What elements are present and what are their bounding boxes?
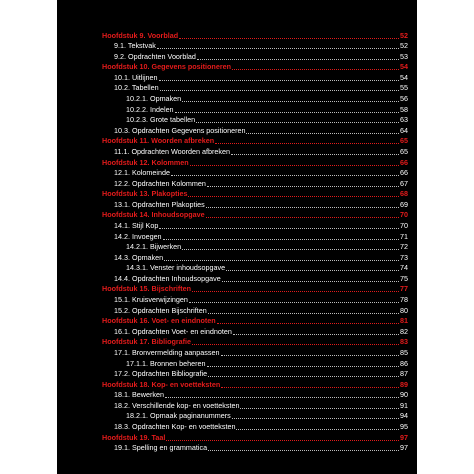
toc-entry-page-number: 67 — [400, 178, 408, 188]
toc-entry-page-number: 83 — [400, 337, 408, 347]
toc-chapter-entry[interactable] — [102, 432, 408, 443]
toc-entry-page-number: 70 — [400, 210, 408, 220]
toc-entry-label: 18.1. Bewerken — [114, 390, 164, 400]
toc-section-entry[interactable] — [102, 369, 408, 380]
toc-section-entry[interactable] — [102, 242, 408, 253]
toc-entry-page-number: 74 — [400, 263, 408, 273]
dot-leader — [160, 89, 399, 91]
toc-entry-page-number: 77 — [400, 284, 408, 294]
dot-leader — [163, 238, 399, 240]
toc-entry-label: 16.1. Opdrachten Voet- en eindnoten — [114, 326, 232, 336]
dot-leader — [232, 417, 399, 419]
dot-leader — [182, 248, 399, 250]
toc-entry-label: 10.2.2. Indelen — [126, 104, 174, 114]
dot-leader — [207, 185, 399, 187]
dot-leader — [182, 100, 399, 102]
dot-leader — [207, 365, 399, 367]
toc-entry-page-number: 71 — [400, 231, 408, 241]
toc-chapter-entry[interactable] — [102, 337, 408, 348]
toc-entry-page-number: 64 — [400, 125, 408, 135]
toc-chapter-entry[interactable] — [102, 136, 408, 147]
document-page — [57, 0, 417, 474]
dot-leader — [206, 216, 399, 218]
toc-chapter-entry[interactable] — [102, 284, 408, 295]
toc-entry-label: Hoofdstuk 16. Voet- en eindnoten — [102, 316, 216, 326]
toc-entry-label: 10.2.3. Grote tabellen — [126, 115, 196, 125]
toc-entry-page-number: 80 — [400, 305, 408, 315]
toc-entry-page-number: 87 — [400, 369, 408, 379]
toc-entry-page-number: 54 — [400, 72, 408, 82]
dot-leader — [246, 132, 399, 134]
dot-leader — [222, 280, 399, 282]
toc-entry-page-number: 63 — [400, 115, 408, 125]
toc-entry-label: 14.4. Opdrachten Inhoudsopgave — [114, 273, 221, 283]
toc-section-entry[interactable] — [102, 358, 408, 369]
toc-entry-page-number: 94 — [400, 411, 408, 421]
dot-leader — [240, 407, 399, 409]
toc-entry-page-number: 78 — [400, 295, 408, 305]
dot-leader — [232, 68, 399, 70]
toc-section-entry[interactable] — [102, 252, 408, 263]
toc-entry-label: 12.2. Opdrachten Kolommen — [114, 178, 206, 188]
dot-leader — [192, 343, 399, 345]
toc-section-entry[interactable] — [102, 199, 408, 210]
toc-entry-label: 9.2. Opdrachten Voorblad — [114, 51, 196, 61]
toc-entry-page-number: 95 — [400, 421, 408, 431]
toc-entry-page-number: 66 — [400, 157, 408, 167]
dot-leader — [217, 322, 399, 324]
toc-section-entry[interactable] — [102, 125, 408, 136]
toc-entry-label: 18.2. Verschillende kop- en voetteksten — [114, 400, 240, 410]
toc-entry-label: 10.3. Opdrachten Gegevens positioneren — [114, 125, 246, 135]
toc-entry-page-number: 53 — [400, 51, 408, 61]
toc-section-entry[interactable] — [102, 443, 408, 454]
toc-entry-page-number: 70 — [400, 220, 408, 230]
toc-entry-page-number: 81 — [400, 316, 408, 326]
toc-section-entry[interactable] — [102, 220, 408, 231]
toc-entry-label: 17.1.1. Bronnen beheren — [126, 358, 206, 368]
toc-section-entry[interactable] — [102, 294, 408, 305]
toc-entry-label: Hoofdstuk 9. Voorblad — [102, 30, 179, 40]
toc-chapter-entry[interactable] — [102, 210, 408, 221]
dot-leader — [208, 375, 399, 377]
toc-section-entry[interactable] — [102, 411, 408, 422]
dot-leader — [221, 386, 399, 388]
dot-leader — [157, 47, 399, 49]
toc-entry-label: 18.2.1. Opmaak paginanummers — [126, 411, 231, 421]
dot-leader — [188, 195, 399, 197]
dot-leader — [208, 312, 399, 314]
toc-entry-page-number: 82 — [400, 326, 408, 336]
toc-entry-label: 14.2.1. Bijwerken — [126, 242, 182, 252]
dot-leader — [206, 206, 399, 208]
toc-entry-label: 10.2.1. Opmaken — [126, 94, 182, 104]
dot-leader — [179, 37, 399, 39]
toc-chapter-entry[interactable] — [102, 62, 408, 73]
toc-section-entry[interactable] — [102, 263, 408, 274]
toc-entry-label: 14.2. Invoegen — [114, 231, 162, 241]
toc-entry-page-number: 52 — [400, 41, 408, 51]
toc-entry-label: 11.1. Opdrachten Woorden afbreken — [114, 146, 231, 156]
toc-entry-label: Hoofdstuk 12. Kolommen — [102, 157, 189, 167]
toc-chapter-entry[interactable] — [102, 30, 408, 41]
dot-leader — [166, 439, 399, 441]
toc-entry-label: 13.1. Opdrachten Plakopties — [114, 199, 205, 209]
toc-entry-label: Hoofdstuk 18. Kop- en voetteksten — [102, 379, 221, 389]
toc-entry-label: 15.2. Opdrachten Bijschriften — [114, 305, 207, 315]
toc-section-entry[interactable] — [102, 326, 408, 337]
toc-entry-page-number: 85 — [400, 347, 408, 357]
dot-leader — [215, 142, 399, 144]
toc-section-entry[interactable] — [102, 146, 408, 157]
toc-entry-label: 17.2. Opdrachten Bibliografie — [114, 369, 208, 379]
toc-section-entry[interactable] — [102, 400, 408, 411]
toc-entry-label: 15.1. Kruisverwijzingen — [114, 295, 188, 305]
toc-entry-page-number: 55 — [400, 83, 408, 93]
toc-entry-page-number: 56 — [400, 94, 408, 104]
toc-entry-label: Hoofdstuk 17. Bibliografie — [102, 337, 192, 347]
toc-entry-label: 10.1. Uitlijnen — [114, 72, 158, 82]
dot-leader — [189, 301, 399, 303]
toc-chapter-entry[interactable] — [102, 316, 408, 327]
dot-leader — [192, 290, 399, 292]
table-of-contents — [102, 30, 408, 453]
toc-entry-label: Hoofdstuk 15. Bijschriften — [102, 284, 192, 294]
toc-entry-page-number: 97 — [400, 443, 408, 453]
toc-entry-page-number: 54 — [400, 62, 408, 72]
toc-entry-label: Hoofdstuk 11. Woorden afbreken — [102, 136, 215, 146]
toc-chapter-entry[interactable] — [102, 157, 408, 168]
toc-entry-page-number: 72 — [400, 242, 408, 252]
toc-section-entry[interactable] — [102, 83, 408, 94]
toc-section-entry[interactable] — [102, 51, 408, 62]
toc-entry-page-number: 90 — [400, 390, 408, 400]
dot-leader — [171, 174, 399, 176]
toc-entry-page-number: 58 — [400, 104, 408, 114]
toc-entry-label: 18.3. Opdrachten Kop- en voetteksten — [114, 421, 236, 431]
toc-entry-page-number: 68 — [400, 189, 408, 199]
toc-entry-page-number: 52 — [400, 30, 408, 40]
dot-leader — [164, 259, 399, 261]
toc-section-entry[interactable] — [102, 273, 408, 284]
toc-section-entry[interactable] — [102, 72, 408, 83]
dot-leader — [236, 428, 399, 430]
toc-section-entry[interactable] — [102, 93, 408, 104]
toc-entry-label: Hoofdstuk 14. Inhoudsopgave — [102, 210, 205, 220]
toc-entry-page-number: 86 — [400, 358, 408, 368]
dot-leader — [231, 153, 399, 155]
toc-entry-label: 9.1. Tekstvak — [114, 41, 156, 51]
dot-leader — [233, 333, 399, 335]
toc-entry-page-number: 66 — [400, 168, 408, 178]
toc-entry-page-number: 75 — [400, 273, 408, 283]
toc-entry-label: 14.3.1. Venster inhoudsopgave — [126, 263, 226, 273]
toc-entry-page-number: 69 — [400, 199, 408, 209]
toc-entry-label: 10.2. Tabellen — [114, 83, 159, 93]
toc-entry-label: Hoofdstuk 13. Plakopties — [102, 189, 188, 199]
toc-entry-page-number: 65 — [400, 146, 408, 156]
toc-section-entry[interactable] — [102, 421, 408, 432]
dot-leader — [196, 121, 399, 123]
toc-entry-page-number: 65 — [400, 136, 408, 146]
toc-entry-label: 12.1. Kolomeinde — [114, 168, 170, 178]
dot-leader — [190, 164, 399, 166]
toc-entry-page-number: 89 — [400, 379, 408, 389]
toc-entry-label: 14.1. Stijl Kop — [114, 220, 159, 230]
toc-entry-label: Hoofdstuk 10. Gegevens positioneren — [102, 62, 232, 72]
toc-entry-label: 19.1. Spelling en grammatica — [114, 443, 208, 453]
toc-entry-page-number: 73 — [400, 252, 408, 262]
toc-entry-label: 14.3. Opmaken — [114, 252, 164, 262]
toc-section-entry[interactable] — [102, 168, 408, 179]
dot-leader — [159, 79, 399, 81]
dot-leader — [175, 111, 399, 113]
dot-leader — [165, 396, 399, 398]
toc-section-entry[interactable] — [102, 178, 408, 189]
toc-section-entry[interactable] — [102, 347, 408, 358]
toc-section-entry[interactable] — [102, 104, 408, 115]
toc-section-entry[interactable] — [102, 231, 408, 242]
toc-section-entry[interactable] — [102, 41, 408, 52]
toc-chapter-entry[interactable] — [102, 189, 408, 200]
dot-leader — [221, 354, 400, 356]
dot-leader — [159, 227, 399, 229]
toc-entry-page-number: 97 — [400, 432, 408, 442]
toc-entry-label: 17.1. Bronvermelding aanpassen — [114, 347, 220, 357]
toc-section-entry[interactable] — [102, 305, 408, 316]
dot-leader — [197, 58, 399, 60]
toc-chapter-entry[interactable] — [102, 379, 408, 390]
dot-leader — [226, 269, 399, 271]
toc-entry-label: Hoofdstuk 19. Taal — [102, 432, 166, 442]
dot-leader — [208, 449, 399, 451]
toc-section-entry[interactable] — [102, 390, 408, 401]
toc-section-entry[interactable] — [102, 115, 408, 126]
toc-entry-page-number: 91 — [400, 400, 408, 410]
